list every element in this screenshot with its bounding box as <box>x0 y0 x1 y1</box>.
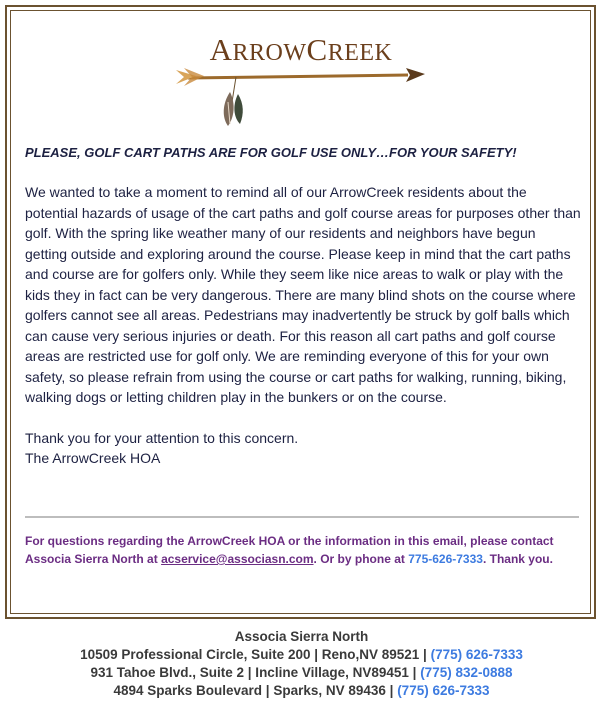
phone-link[interactable]: (775) 832-0888 <box>420 665 513 680</box>
signature-line: The ArrowCreek HOA <box>25 450 161 466</box>
footer-address-reno <box>0 646 603 664</box>
arrow-icon <box>170 62 432 128</box>
body-paragraph: We wanted to take a moment to remind all of our ArrowCreek residents about the potential hazards of usage of the cart paths and golf course areas for purposes other than golf. With the spring like weather many of our residents and neighbors have begun getting outside and exploring around the course. Please keep in mind that the cart paths and course are for golfers only. While they seem like nice areas to walk or play with the kids they in fact can be very dangerous. There are many blind shots on the course where golfers cannot see all areas. Pedestrians may inadvertently be struck by golf balls which can cause very serious injuries or death. For this reason all cart paths and golf course areas are restricted use for golf only. We are reminding everyone of this for your own safety, so please refrain from using the course or cart paths for walking, running, biking, walking dogs or letting children play in the bunkers or on the course. <box>25 184 581 405</box>
footer-address-incline <box>0 664 603 682</box>
headline: PLEASE, GOLF CART PATHS ARE FOR GOLF USE ONLY…FOR YOUR SAFETY! <box>25 145 517 160</box>
address-text: 10509 Professional Circle, Suite 200 | Reno,NV 89521 | <box>80 647 431 662</box>
divider <box>25 516 579 518</box>
phone-link[interactable]: (775) 626-7333 <box>397 683 490 698</box>
email-link[interactable]: acservice@associasn.com <box>161 552 314 566</box>
footer-address-sparks <box>0 682 603 700</box>
address-text: 931 Tahoe Blvd., Suite 2 | Incline Village, NV89451 | <box>90 665 421 680</box>
contact-prefix: For questions regarding the ArrowCreek HOA or the information in this email, please contact Associa Sierra North at <box>25 534 554 566</box>
sign-off <box>25 428 581 469</box>
thanks-line: Thank you for your attention to this concern. <box>25 429 299 446</box>
contact-middle: . Or by phone at <box>313 552 409 566</box>
footer <box>0 628 603 700</box>
phone-link[interactable]: 775-626-7333 <box>408 552 483 566</box>
logo-wordmark: ARROWCREEK <box>209 32 393 67</box>
arrowcreek-logo <box>170 28 432 128</box>
contact-suffix: . Thank you. <box>482 552 553 566</box>
footer-company: Associa Sierra North <box>234 629 369 644</box>
message-body <box>25 145 581 469</box>
phone-link[interactable]: (775) 626-7333 <box>430 647 523 662</box>
address-text: 4894 Sparks Boulevard | Sparks, NV 89436 | <box>113 683 398 698</box>
contact-notice <box>25 532 581 568</box>
